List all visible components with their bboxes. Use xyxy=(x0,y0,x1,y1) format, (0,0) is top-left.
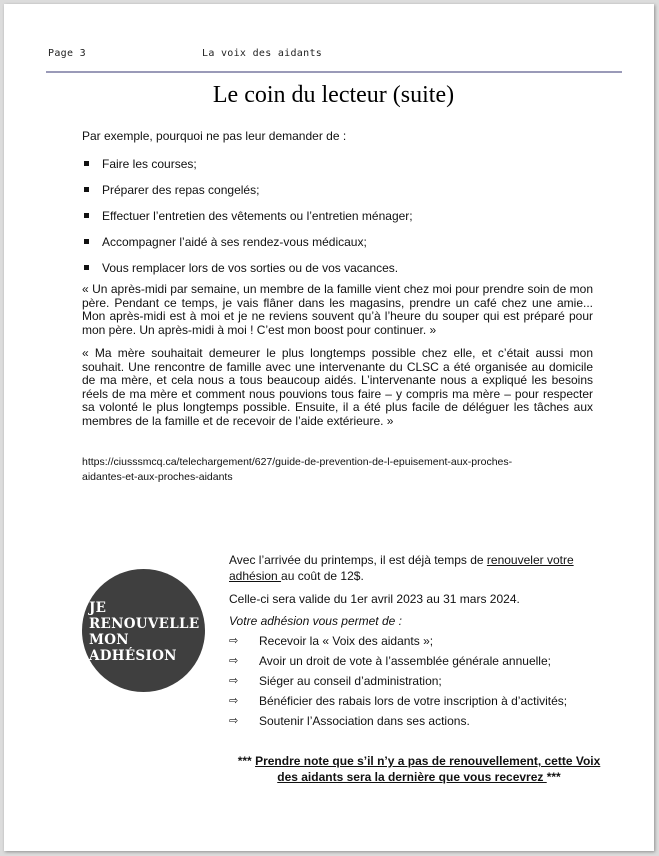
square-bullet-icon xyxy=(84,213,89,218)
source-link[interactable]: https://ciusssmcq.ca/telechargement/627/guide-de-prevention-de-l-epuisement-aux-proches- aidantes-et-aux-proches-aidants xyxy=(82,456,513,483)
arrow-right-icon: ⇨ xyxy=(229,714,239,727)
list-item: Effectuer l’entretien des vêtements ou l’entretien ménager; xyxy=(82,208,602,234)
list-item: ⇨ Bénéficier des rabais lors de votre inscription à d’activités; xyxy=(229,694,568,708)
badge-line: MON xyxy=(89,632,129,648)
list-item: ⇨ Siéger au conseil d’administration; xyxy=(229,674,442,688)
renewal-notice: *** Prendre note que s’il n’y a pas de renouvellement, cette Voix des aidants sera la dernière que vous recevrez *** xyxy=(237,754,601,784)
renewal-badge xyxy=(82,569,205,692)
header-divider xyxy=(46,71,622,73)
newsletter-title: La voix des aidants xyxy=(202,48,323,59)
list-item: Vous remplacer lors de vos sorties ou de vos vacances. xyxy=(82,260,602,286)
section-title: Le coin du lecteur (suite) xyxy=(212,82,455,108)
arrow-right-icon: ⇨ xyxy=(229,634,239,647)
list-item: Préparer des repas congelés; xyxy=(82,182,602,208)
page-number: Page 3 xyxy=(48,48,86,59)
badge-line: RENOUVELLE xyxy=(89,616,200,632)
testimonial-quote-2: « Ma mère souhaitait demeurer le plus longtemps possible chez elle, et c’était aussi mon souhait. Une rencontre de famille avec une intervenante du CLSC a été organisée au domicile de ma mère, et cela nous a tous beaucoup aidés. L’intervenante nous a expliqué les besoins réels de ma mère et comment nous pouvions tous faire – y compris ma mère – pour respecter sa volonté le plus longtemps possible. Ensuite, il a été plus facile de déléguer les tâches aux membres de la famille et de recevoir de l’aide extérieure. » xyxy=(82,346,593,428)
list-item: ⇨ Soutenir l’Association dans ses actions. xyxy=(229,714,470,728)
square-bullet-icon xyxy=(84,265,89,270)
badge-line: JE xyxy=(89,600,107,616)
arrow-right-icon: ⇨ xyxy=(229,674,239,687)
validity-text: Celle-ci sera valide du 1er avril 2023 au 31 mars 2024. xyxy=(229,592,520,606)
renewal-link: renouveler votre xyxy=(486,553,574,567)
square-bullet-icon xyxy=(84,239,89,244)
intro-text: Par exemple, pourquoi ne pas leur demander de : xyxy=(82,129,347,143)
benefits-heading: Votre adhésion vous permet de : xyxy=(229,614,402,628)
arrow-right-icon: ⇨ xyxy=(229,694,239,707)
list-item: ⇨ Recevoir la « Voix des aidants »; xyxy=(229,634,434,648)
renewal-link: adhésion xyxy=(229,569,282,583)
benefits-list xyxy=(229,633,609,733)
list-item: Accompagner l’aidé à ses rendez-vous médicaux; xyxy=(82,234,602,260)
testimonial-quote-1: « Un après-midi par semaine, un membre de la famille vient chez moi pour prendre soin de mon père. Pendant ce temps, je vais flâner dans les magasins, prendre un café chez une amie... Mon après-midi est à moi et je ne reviens souvent qu’à l’heure du souper qui est préparé pour mon père. Un après-midi à moi ! C’est mon boost pour continuer. » xyxy=(82,282,593,337)
square-bullet-icon xyxy=(84,161,89,166)
list-item: Faire les courses; xyxy=(82,156,602,182)
badge-line: ADHÉSION xyxy=(89,648,177,664)
document-page xyxy=(4,4,654,851)
renewal-text: Avec l’arrivée du printemps, il est déjà temps de renouveler votre adhésion au coût de 12$. xyxy=(229,553,574,583)
list-item: ⇨ Avoir un droit de vote à l’assemblée générale annuelle; xyxy=(229,654,551,668)
renewal-section xyxy=(229,552,609,733)
arrow-right-icon: ⇨ xyxy=(229,654,239,667)
suggestion-list xyxy=(82,156,602,286)
square-bullet-icon xyxy=(84,187,89,192)
